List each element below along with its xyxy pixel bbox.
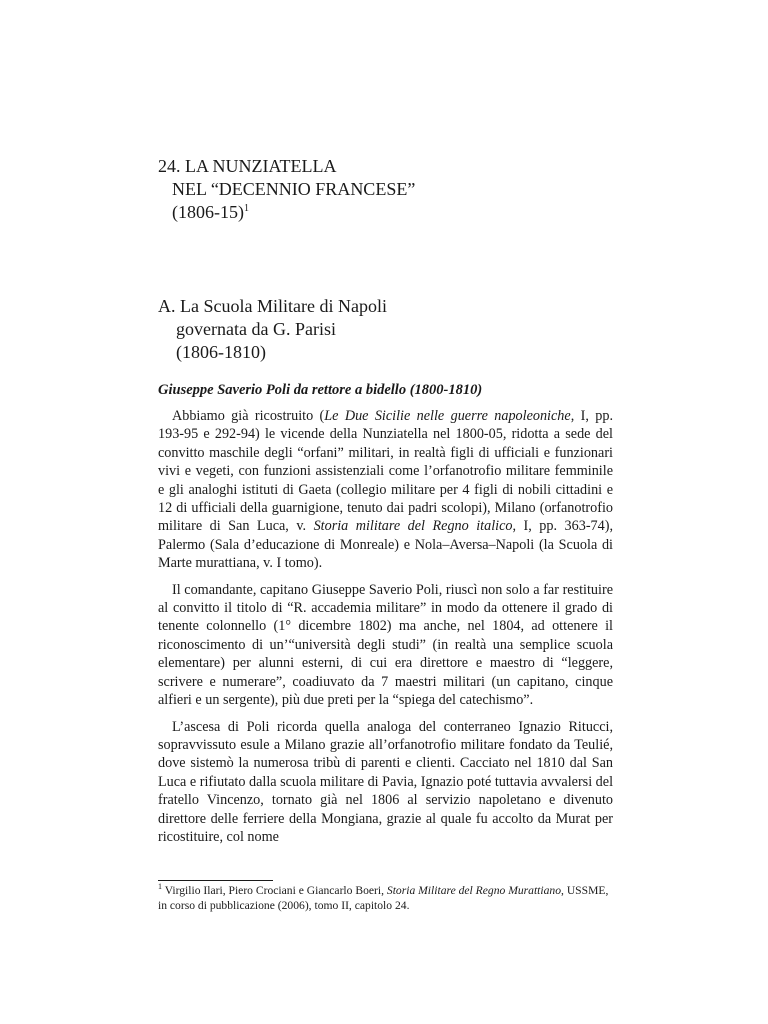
footnote-text-a: Virgilio Ilari, Piero Crociani e Giancarlo Boeri, [162, 884, 387, 897]
footnote-book-title: Storia Militare del Regno Murattiano [386, 884, 562, 897]
section-title-line-2: governata da G. Parisi [176, 319, 336, 339]
paragraph-1-text-e: , I, pp. 363-74), Palermo (Sala d’educazione di Monreale) e Nola–Aversa–Napoli (la Scuola di Marte murattiana, v. I tomo). [158, 518, 613, 572]
footnote-separator [158, 880, 273, 881]
section-title-line-1: A. La Scuola Militare di Napoli [158, 296, 387, 316]
section-title-line-3: (1806-1810) [176, 342, 266, 362]
book-title-due-sicilie: Le Due Sicilie nelle guerre napoleoniche [324, 408, 571, 424]
book-title-regno-italico: Storia militare del Regno italico [313, 518, 513, 535]
paragraph-2: Il comandante, capitano Giuseppe Saverio Poli, riuscì non solo a far restituire al convitto il titolo di “R. accademia militare” in modo da ottenere il grado di tenente colonnello (1° dicembre 1802) ma anche, nel 1804, ad ottenere il riconoscimento di un’“università degli studi” (in realtà una semplice scuola elementare) per alunni esterni, di cui era direttore e maestro di “leggere, scrivere e numerare”, coadiuvato da 7 maestri militari (un capitano, cinque alfieri e un sergente), più due preti per la “spiega del catechismo”. [158, 581, 613, 709]
footnote-1 [158, 883, 613, 913]
chapter-title-line-3 [158, 201, 415, 224]
footnote-reference[interactable]: 1 [243, 203, 249, 214]
footnote-text-c: , USSME, in corso di pubblicazione (2006), tomo II, capitolo 24. [158, 884, 609, 912]
chapter-title [158, 155, 415, 224]
chapter-title-line-2: NEL “DECENNIO FRANCESE” [172, 179, 416, 199]
paragraph-1 [158, 407, 613, 573]
section-title [158, 295, 387, 364]
paragraph-1-text-a: Abbiamo già ricostruito ( [172, 408, 325, 424]
paragraph-3: L’ascesa di Poli ricorda quella analoga del conterraneo Ignazio Ritucci, sopravvissuto esule a Milano grazie all’orfanotrofio militare fondato da Teulié, dove sistemò la numerosa tribù di parenti e clienti. Cacciato nel 1810 dal San Luca e rifiutato dalla scuola militare di Pavia, Ignazio poté tuttavia avvalersi del fratello Vincenzo, tornato già nel 1806 al servizio napoletano e divenuto direttore delle ferriere della Mongiana, grazie al quale fu accolto da Murat per ricostituire, col nome [158, 718, 614, 845]
paragraph-1-text-c: , I, pp. 193-95 e 292-94) le vicende della Nunziatella nel 1800-05, ridotta a sede del convitto maschile degli “orfani” militari, in realtà figli di ufficiali e funzionari vivi e vegeti, con funzioni assistenziali come l’orfanotrofio militare femminile e gli analoghi istituti di Gaeta (collegio militare per 4 figli di nobili cittadini e 12 di ufficiali della guarnigione, tenuto dai padri scolopi), Milano (orfanotrofio militare di San Luca, v. [158, 408, 613, 535]
footnote-number: 1 [158, 882, 162, 892]
chapter-years: (1806-15) [172, 202, 244, 222]
subsection-heading: Giuseppe Saverio Poli da rettore a bidello (1800-1810) [158, 382, 483, 398]
chapter-title-line-1: 24. LA NUNZIATELLA [158, 156, 337, 176]
document-page [158, 0, 613, 1024]
body-text [158, 407, 613, 854]
